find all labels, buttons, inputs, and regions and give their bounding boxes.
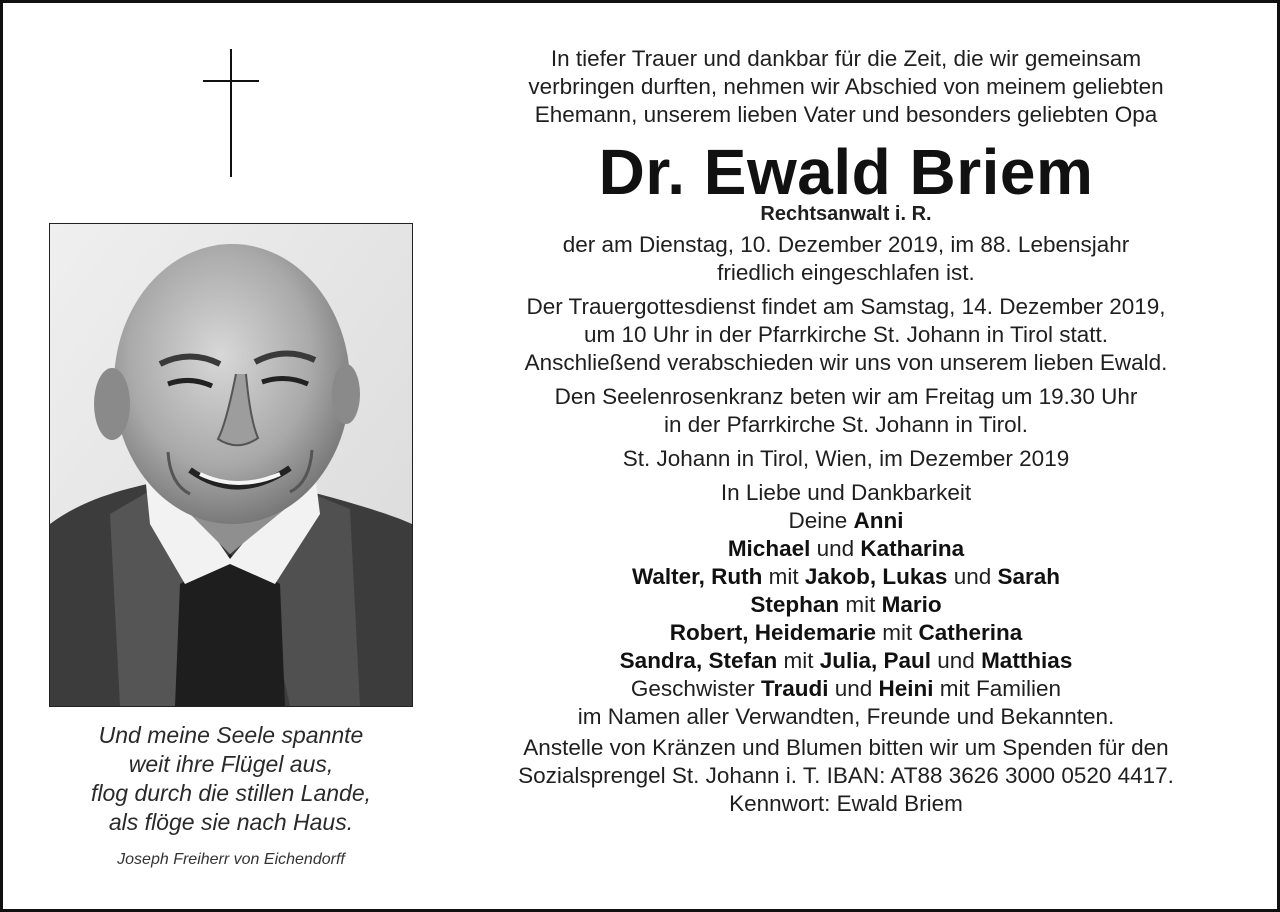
- poem-author: Joseph Freiherr von Eichendorff: [117, 851, 345, 868]
- mourners-list: [451, 479, 1241, 731]
- donation-info: [451, 734, 1241, 818]
- donation-line: Kennwort: Ewald Briem: [729, 791, 963, 816]
- deceased-profession: Rechtsanwalt i. R.: [760, 203, 932, 225]
- poem-line: Und meine Seele spannte: [98, 722, 364, 748]
- mourner-line: Michael und Katharina: [727, 536, 965, 561]
- death-line: friedlich eingeschlafen ist.: [717, 260, 975, 285]
- rosary-info: [451, 383, 1241, 439]
- donation-line: Anstelle von Kränzen und Blumen bitten wir um Spenden für den: [523, 735, 1169, 760]
- service-line: um 10 Uhr in der Pfarrkirche St. Johann in Tirol statt.: [584, 322, 1108, 347]
- cross-icon: [203, 49, 259, 177]
- closing-line: In Liebe und Dankbarkeit: [720, 480, 972, 505]
- poem-line: flog durch die stillen Lande,: [90, 780, 372, 806]
- mourner-line: Stephan mit Mario: [750, 592, 942, 617]
- service-info: [451, 293, 1241, 377]
- donation-line: Sozialsprengel St. Johann i. T. IBAN: AT88 3626 3000 0520 4417.: [518, 763, 1174, 788]
- death-notice: [451, 231, 1241, 287]
- intro-line: verbringen durften, nehmen wir Abschied von meinem geliebten: [528, 74, 1164, 99]
- mourner-line: Deine Anni: [788, 508, 904, 533]
- poem-line: weit ihre Flügel aus,: [128, 751, 334, 777]
- mourner-line: Sandra, Stefan mit Julia, Paul und Matthias: [619, 648, 1073, 673]
- mourner-line: Walter, Ruth mit Jakob, Lukas und Sarah: [631, 564, 1061, 589]
- poem: [43, 721, 419, 837]
- rosary-line: in der Pfarrkirche St. Johann in Tirol.: [664, 412, 1028, 437]
- death-line: der am Dienstag, 10. Dezember 2019, im 88. Lebensjahr: [562, 232, 1130, 257]
- service-line: Anschließend verabschieden wir uns von unserem lieben Ewald.: [524, 350, 1168, 375]
- mourner-line: im Namen aller Verwandten, Freunde und Bekannten.: [577, 704, 1115, 729]
- place-date: St. Johann in Tirol, Wien, im Dezember 2019: [622, 446, 1070, 471]
- deceased-name: Dr. Ewald Briem: [598, 136, 1094, 208]
- mourner-line: Geschwister Traudi und Heini mit Familien: [630, 676, 1062, 701]
- obituary-text: [451, 45, 1241, 818]
- rosary-line: Den Seelenrosenkranz beten wir am Freitag um 19.30 Uhr: [554, 384, 1138, 409]
- intro-line: Ehemann, unserem lieben Vater und besonders geliebten Opa: [534, 102, 1158, 127]
- poem-line: als flöge sie nach Haus.: [108, 809, 354, 835]
- mourner-line: Robert, Heidemarie mit Catherina: [669, 620, 1023, 645]
- intro-line: In tiefer Trauer und dankbar für die Zeit, die wir gemeinsam: [550, 46, 1142, 71]
- intro-text: [451, 45, 1241, 129]
- portrait-photo: [49, 223, 413, 707]
- service-line: Der Trauergottesdienst findet am Samstag, 14. Dezember 2019,: [526, 294, 1166, 319]
